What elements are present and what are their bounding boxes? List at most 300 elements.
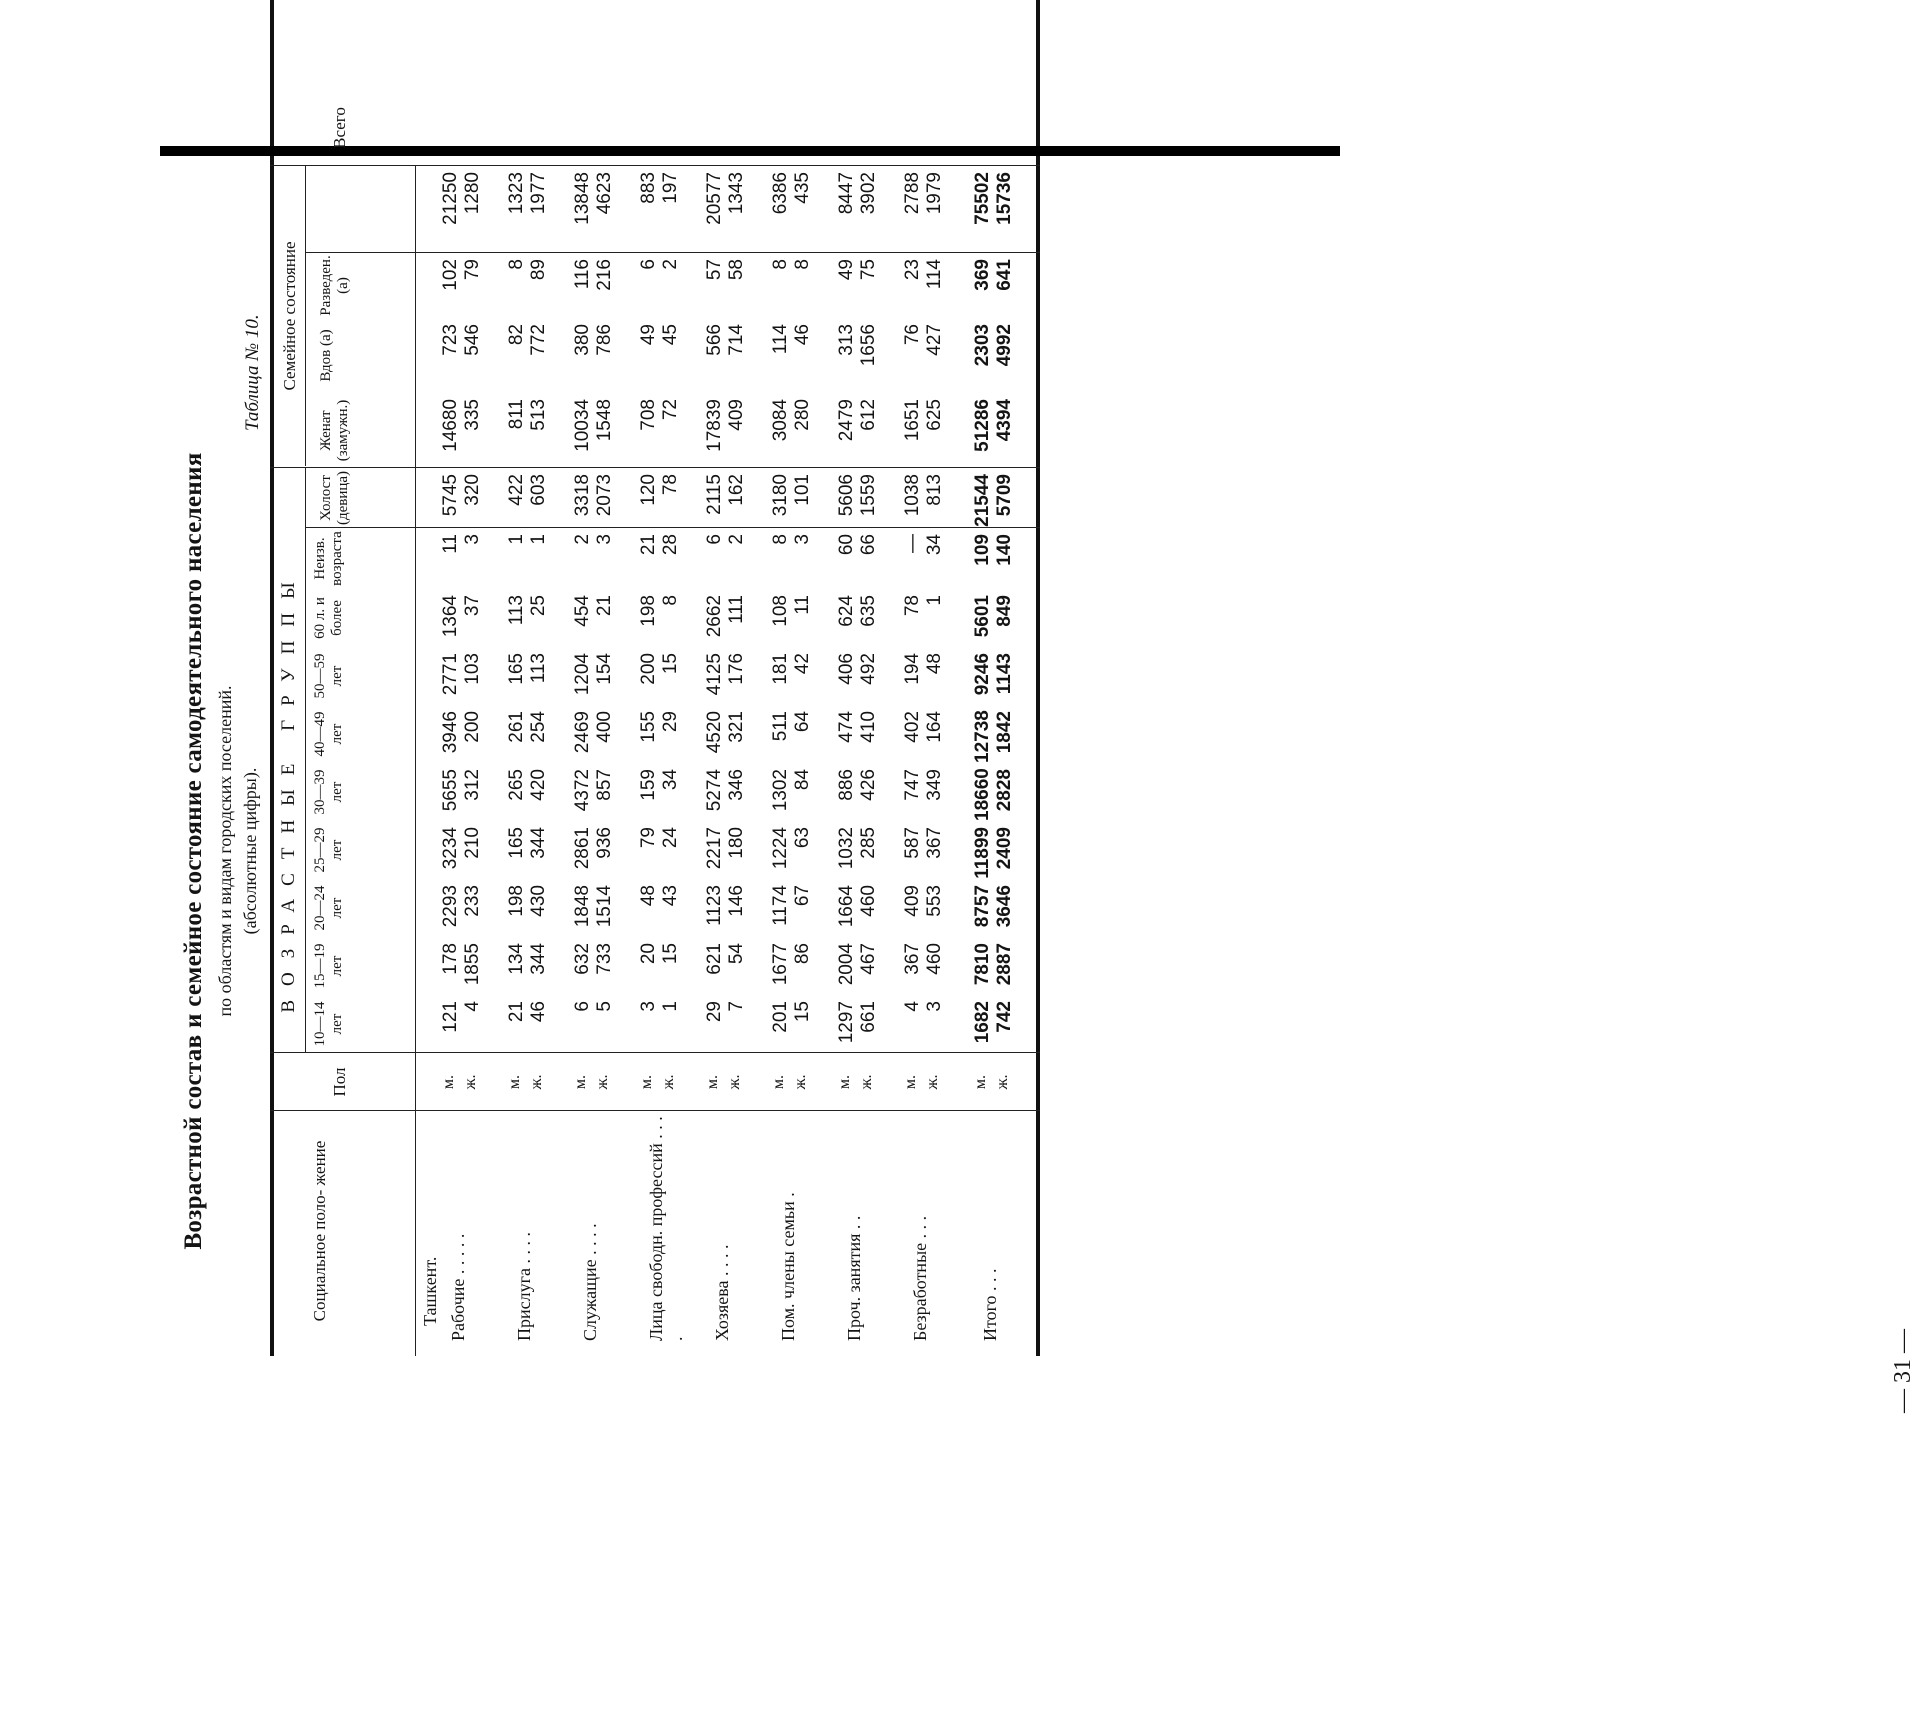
table-cell: 1 — [528, 534, 549, 545]
table-cell: 936 — [594, 827, 615, 859]
table-cell: 23 — [902, 259, 923, 281]
sex-label: м. — [638, 1074, 655, 1090]
sex-label: ж. — [594, 1074, 611, 1090]
table-cell: 8757 — [972, 885, 993, 928]
table-cell: 587 — [902, 827, 923, 859]
subheader-col: 10—14 лет — [312, 1001, 345, 1047]
table-cell: 176 — [726, 653, 747, 685]
table-cell: 6 — [704, 534, 725, 545]
sex-label: м. — [704, 1074, 721, 1090]
table-cell: 46 — [528, 1001, 549, 1023]
table-cell: 511 — [770, 711, 791, 742]
table-cell: 7810 — [972, 943, 993, 986]
table-cell: 733 — [594, 943, 615, 975]
table-cell: 49 — [638, 324, 659, 346]
table-cell: 198 — [506, 885, 527, 917]
city-label: Ташкент. — [420, 1256, 440, 1326]
table-cell: 45 — [660, 324, 681, 346]
table-cell: 43 — [660, 885, 681, 907]
table-cell: 108 — [770, 595, 791, 627]
table-cell: 8 — [660, 595, 681, 606]
table-cell: 714 — [726, 324, 747, 356]
table-cell: 78 — [902, 595, 923, 617]
row-label: Итого . . . — [980, 1268, 1000, 1341]
table-cell: 409 — [902, 885, 923, 917]
table-cell: 82 — [506, 324, 527, 346]
table-cell: 553 — [924, 885, 945, 917]
table-cell: 886 — [836, 769, 857, 801]
table-cell: 335 — [462, 399, 483, 431]
table-cell: 49 — [836, 259, 857, 281]
table-cell: 210 — [462, 827, 483, 859]
table-cell: 11899 — [972, 827, 993, 879]
table-cell: 3946 — [440, 711, 461, 754]
table-cell: 1174 — [770, 885, 791, 926]
table-cell: 3 — [792, 534, 813, 545]
row-label: Служащие . . . . — [580, 1223, 600, 1341]
table-cell: 612 — [858, 399, 879, 431]
page-title: Возрастной состав и семейное состояние самодеятельного населения — [180, 452, 207, 1250]
table-cell: 58 — [726, 259, 747, 281]
sex-label: м. — [972, 1074, 989, 1090]
sex-label: м. — [770, 1074, 787, 1090]
table-cell: 2303 — [972, 324, 993, 367]
table-cell: 492 — [858, 653, 879, 685]
table-cell: 37 — [462, 595, 483, 617]
table-cell: 603 — [528, 474, 549, 506]
table-cell: 2217 — [704, 827, 725, 870]
table-cell: 400 — [594, 711, 615, 743]
table-cell: 5709 — [994, 474, 1015, 517]
table-cell: 103 — [462, 653, 483, 685]
table-cell: 198 — [638, 595, 659, 627]
sex-label: ж. — [660, 1074, 677, 1090]
table-cell: 1656 — [858, 324, 879, 367]
sex-label: ж. — [792, 1074, 809, 1090]
table-cell: 67 — [792, 885, 813, 907]
table-cell: 2 — [726, 534, 747, 545]
table-cell: 34 — [924, 534, 945, 556]
subheader-col: 20—24 лет — [312, 885, 345, 931]
table-cell: 8 — [792, 259, 813, 270]
table-cell: 5601 — [972, 595, 993, 638]
table-cell: 402 — [902, 711, 923, 743]
table-cell: 435 — [792, 172, 813, 204]
row-label: Хозяева . . . . — [712, 1244, 732, 1341]
table-cell: 146 — [726, 885, 747, 917]
table-cell: 1302 — [770, 769, 791, 812]
table-cell: 113 — [506, 595, 527, 626]
table-cell: 233 — [462, 885, 483, 917]
col-line — [270, 1110, 1040, 1111]
table-cell: 454 — [572, 595, 593, 627]
table-cell: 3180 — [770, 474, 791, 517]
table-cell: 54 — [726, 943, 747, 965]
table-cell: 24 — [660, 827, 681, 849]
table-cell: 78 — [660, 474, 681, 496]
table-cell: 2293 — [440, 885, 461, 928]
table-cell: 460 — [858, 885, 879, 917]
table-cell: 312 — [462, 769, 483, 801]
table-cell: 20 — [638, 943, 659, 965]
table-cell: 747 — [902, 769, 923, 801]
table-cell: 6 — [572, 1001, 593, 1012]
table-cell: 566 — [704, 324, 725, 356]
sex-label: ж. — [994, 1074, 1011, 1090]
sex-label: м. — [440, 1074, 457, 1090]
table-cell: 1977 — [528, 172, 549, 215]
marital-rule — [305, 166, 306, 466]
table-cell: 420 — [528, 769, 549, 801]
table-cell: 57 — [704, 259, 725, 281]
table-cell: 5 — [594, 1001, 615, 1012]
table-cell: 3902 — [858, 172, 879, 215]
table-cell: 1323 — [506, 172, 527, 215]
table-cell: 1677 — [770, 943, 791, 986]
table-cell: 2479 — [836, 399, 857, 442]
table-cell: 155 — [638, 711, 659, 743]
table-cell: 180 — [726, 827, 747, 859]
table-cell: 1514 — [594, 885, 615, 928]
table-cell: 2 — [660, 259, 681, 270]
table-cell: 15736 — [994, 172, 1015, 225]
subheader-col: 15—19 лет — [312, 943, 345, 989]
table-cell: 811 — [506, 399, 527, 430]
table-cell: 4394 — [994, 399, 1015, 442]
header-social: Социальное поло- жение — [310, 1140, 329, 1322]
col-line — [270, 165, 1040, 166]
table-cell: 1280 — [462, 172, 483, 215]
table-cell: 1 — [924, 595, 945, 606]
table-cell: 2861 — [572, 827, 593, 870]
table-cell: 1204 — [572, 653, 593, 696]
table-cell: 265 — [506, 769, 527, 801]
table-cell: 460 — [924, 943, 945, 975]
age-group-rule — [305, 468, 306, 1053]
table-cell: 2 — [572, 534, 593, 545]
table-cell: 2828 — [994, 769, 1015, 812]
page-number: — 31 — — [1890, 1329, 1916, 1413]
table-cell: 134 — [506, 943, 527, 975]
table-cell: 46 — [792, 324, 813, 346]
table-cell: 2115 — [704, 474, 725, 515]
table-cell: 1224 — [770, 827, 791, 870]
table-cell: 102 — [440, 259, 461, 291]
table-cell: 4623 — [594, 172, 615, 215]
subheader-col: 50—59 лет — [312, 653, 345, 699]
row-label: Лица свободн. профессий . . . . — [646, 1116, 686, 1341]
table-cell: 15 — [792, 1001, 813, 1023]
table-cell: 426 — [858, 769, 879, 801]
table-cell: 5655 — [440, 769, 461, 812]
table-cell: 111 — [726, 595, 747, 624]
table-cell: 344 — [528, 943, 549, 975]
sex-label: ж. — [528, 1074, 545, 1090]
table-cell: 21250 — [440, 172, 461, 225]
table-cell: 1848 — [572, 885, 593, 928]
table-cell: 18660 — [972, 768, 993, 821]
table-cell: 162 — [726, 474, 747, 506]
table-cell: 661 — [858, 1001, 879, 1033]
table-cell: 3 — [924, 1001, 945, 1012]
table-cell: 6 — [638, 259, 659, 270]
table-cell: 3 — [638, 1001, 659, 1012]
sex-label: ж. — [858, 1074, 875, 1090]
table-cell: 154 — [594, 653, 615, 685]
table-cell: 546 — [462, 324, 483, 356]
table-cell: 406 — [836, 653, 857, 685]
table-cell: 181 — [770, 653, 791, 685]
sex-label: ж. — [726, 1074, 743, 1090]
table-cell: 8 — [506, 259, 527, 270]
table-cell: 84 — [792, 769, 813, 791]
table-cell: 467 — [858, 943, 879, 975]
table-cell: 64 — [792, 711, 813, 733]
table-cell: 75 — [858, 259, 879, 281]
table-cell: 9246 — [972, 653, 993, 696]
table-cell: 109 — [972, 534, 993, 566]
sex-label: ж. — [462, 1074, 479, 1090]
table-cell: 4520 — [704, 711, 725, 754]
table-cell: 42 — [792, 653, 813, 675]
header-rule — [415, 166, 416, 1356]
table-cell: 261 — [506, 711, 527, 743]
table-cell: 194 — [902, 653, 923, 685]
table-cell: — — [902, 534, 923, 553]
table-cell: 625 — [924, 399, 945, 431]
row-label: Безработные . . . — [910, 1215, 930, 1341]
table-cell: 8447 — [836, 172, 857, 215]
table-cell: 2004 — [836, 943, 857, 986]
table-cell: 1123 — [704, 885, 725, 926]
table-cell: 285 — [858, 827, 879, 859]
table-cell: 321 — [726, 711, 747, 743]
table-cell: 28 — [660, 534, 681, 556]
table-cell: 280 — [792, 399, 813, 431]
table-cell: 165 — [506, 827, 527, 859]
table-bottom-rule — [1036, 0, 1040, 1356]
table-cell: 14680 — [440, 399, 461, 452]
table-cell: 20577 — [704, 172, 725, 225]
table-cell: 120 — [638, 474, 659, 506]
table-cell: 3084 — [770, 399, 791, 442]
table-cell: 2409 — [994, 827, 1015, 870]
table-cell: 60 — [836, 534, 857, 556]
table-cell: 29 — [704, 1001, 725, 1023]
table-cell: 367 — [902, 943, 923, 975]
table-cell: 367 — [924, 827, 945, 859]
table-cell: 114 — [770, 324, 791, 355]
table-cell: 513 — [528, 399, 549, 431]
table-cell: 17839 — [704, 399, 725, 452]
table-cell: 742 — [994, 1001, 1015, 1033]
table-cell: 12738 — [972, 710, 993, 763]
table-cell: 1548 — [594, 399, 615, 442]
table-cell: 200 — [638, 653, 659, 685]
table-cell: 63 — [792, 827, 813, 849]
table-cell: 849 — [994, 595, 1015, 627]
table-cell: 21 — [506, 1001, 527, 1023]
table-cell: 632 — [572, 943, 593, 975]
table-cell: 121 — [440, 1001, 461, 1033]
table-cell: 723 — [440, 324, 461, 356]
table-cell: 813 — [924, 474, 945, 506]
table-cell: 1032 — [836, 827, 857, 870]
table-cell: 3318 — [572, 474, 593, 517]
header-total: Всего — [330, 107, 349, 149]
table-cell: 1855 — [462, 943, 483, 986]
table-cell: 1143 — [994, 653, 1015, 695]
table-cell: 344 — [528, 827, 549, 859]
table-cell: 79 — [638, 827, 659, 849]
table-cell: 3 — [462, 534, 483, 545]
subheader-col: 60 л. и более — [312, 597, 345, 639]
table-cell: 427 — [924, 324, 945, 356]
sex-label: м. — [506, 1074, 523, 1090]
table-cell: 857 — [594, 769, 615, 801]
table-cell: 635 — [858, 595, 879, 627]
table-cell: 346 — [726, 769, 747, 801]
header-age-groups: ВОЗРАСТНЫЕ ГРУППЫ — [278, 568, 299, 1013]
table-cell: 1 — [506, 534, 527, 545]
table-cell: 2662 — [704, 595, 725, 638]
table-cell: 410 — [858, 711, 879, 743]
table-cell: 349 — [924, 769, 945, 801]
table-cell: 76 — [902, 324, 923, 346]
subheader-col: 30—39 лет — [312, 769, 345, 815]
table-cell: 313 — [836, 324, 857, 356]
table-cell: 89 — [528, 259, 549, 281]
table-cell: 320 — [462, 474, 483, 506]
table-cell: 15 — [660, 943, 681, 965]
table-cell: 10034 — [572, 399, 593, 452]
table-cell: 7 — [726, 1001, 747, 1012]
table-cell: 34 — [660, 769, 681, 791]
table-cell: 430 — [528, 885, 549, 917]
table-cell: 1364 — [440, 595, 461, 638]
table-cell: 5274 — [704, 769, 725, 812]
table-cell: 140 — [994, 534, 1015, 566]
subheader-col: 40—49 лет — [312, 711, 345, 757]
table-cell: 1664 — [836, 885, 857, 928]
table-cell: 4992 — [994, 324, 1015, 367]
table-cell: 5606 — [836, 474, 857, 517]
subheader-col: Разведен. (а) — [318, 255, 351, 316]
table-cell: 72 — [660, 399, 681, 421]
table-cell: 4125 — [704, 653, 725, 696]
table-number: Таблица № 10. — [242, 314, 263, 431]
table-cell: 8 — [770, 259, 791, 270]
table-cell: 66 — [858, 534, 879, 556]
table-cell: 48 — [924, 653, 945, 675]
table-cell: 641 — [994, 259, 1015, 291]
table-cell: 1297 — [836, 1001, 857, 1044]
table-cell: 21 — [594, 595, 615, 617]
header-marital: Семейное состояние — [280, 241, 299, 391]
table-cell: 11 — [792, 595, 813, 615]
subtitle-1: по областям и видам городских поселений. — [215, 685, 235, 1017]
table-cell: 2469 — [572, 711, 593, 754]
table-cell: 772 — [528, 324, 549, 356]
table-cell: 165 — [506, 653, 527, 685]
table-cell: 201 — [770, 1001, 791, 1033]
row-label: Проч. занятия . . — [844, 1215, 864, 1341]
table-cell: 4 — [902, 1001, 923, 1012]
table-cell: 200 — [462, 711, 483, 743]
table-cell: 1979 — [924, 172, 945, 215]
sex-label: м. — [902, 1074, 919, 1090]
table-cell: 1842 — [994, 711, 1015, 754]
table-cell: 6386 — [770, 172, 791, 215]
header-sex: Пол — [330, 1067, 349, 1097]
table-cell: 13848 — [572, 172, 593, 225]
table-cell: 8 — [770, 534, 791, 545]
table-cell: 21 — [638, 534, 659, 556]
table-cell: 159 — [638, 769, 659, 801]
table-cell: 3234 — [440, 827, 461, 870]
table-cell: 369 — [972, 259, 993, 291]
table-cell: 15 — [660, 653, 681, 675]
table-cell: 883 — [638, 172, 659, 204]
table-cell: 1651 — [902, 399, 923, 442]
table-cell: 474 — [836, 711, 857, 743]
subheader-col: Холост (девица) — [318, 470, 351, 526]
table-cell: 113 — [528, 653, 549, 684]
table-cell: 2073 — [594, 474, 615, 517]
table-cell: 1343 — [726, 172, 747, 215]
sex-label: м. — [572, 1074, 589, 1090]
table-cell: 216 — [594, 259, 615, 291]
table-cell: 621 — [704, 943, 725, 975]
table-cell: 1682 — [972, 1001, 993, 1044]
table-cell: 708 — [638, 399, 659, 431]
table-cell: 21544 — [972, 474, 993, 527]
table-cell: 5745 — [440, 474, 461, 517]
table-cell: 4 — [462, 1001, 483, 1012]
table-cell: 79 — [462, 259, 483, 281]
subtitle-2: (абсолютные цифры). — [240, 767, 260, 935]
table-cell: 48 — [638, 885, 659, 907]
table-cell: 25 — [528, 595, 549, 617]
row-label: Рабочие . . . . . — [448, 1233, 468, 1341]
subheader-col: Вдов (а) — [318, 329, 334, 382]
table-cell: 3 — [594, 534, 615, 545]
subheader-col: Неизв. возраста — [312, 531, 345, 586]
table-cell: 1038 — [902, 474, 923, 517]
table-cell: 2771 — [440, 653, 461, 696]
table-cell: 1559 — [858, 474, 879, 517]
row-label: Пом. члены семьи . — [778, 1192, 798, 1341]
table-cell: 254 — [528, 711, 549, 743]
sex-label: ж. — [924, 1074, 941, 1090]
table-cell: 380 — [572, 324, 593, 356]
table-cell: 11 — [440, 534, 461, 554]
table-cell: 75502 — [972, 172, 993, 225]
table-top-rule — [270, 0, 274, 1356]
table-cell: 51286 — [972, 399, 993, 452]
table-cell: 114 — [924, 259, 945, 290]
sex-label: м. — [836, 1074, 853, 1090]
table-cell: 2887 — [994, 943, 1015, 986]
subheader-col: 25—29 лет — [312, 827, 345, 873]
table-cell: 422 — [506, 474, 527, 506]
table-cell: 624 — [836, 595, 857, 627]
table-cell: 1 — [660, 1001, 681, 1012]
table-cell: 409 — [726, 399, 747, 431]
table-cell: 164 — [924, 711, 945, 743]
table-cell: 101 — [792, 474, 813, 506]
table-cell: 786 — [594, 324, 615, 356]
